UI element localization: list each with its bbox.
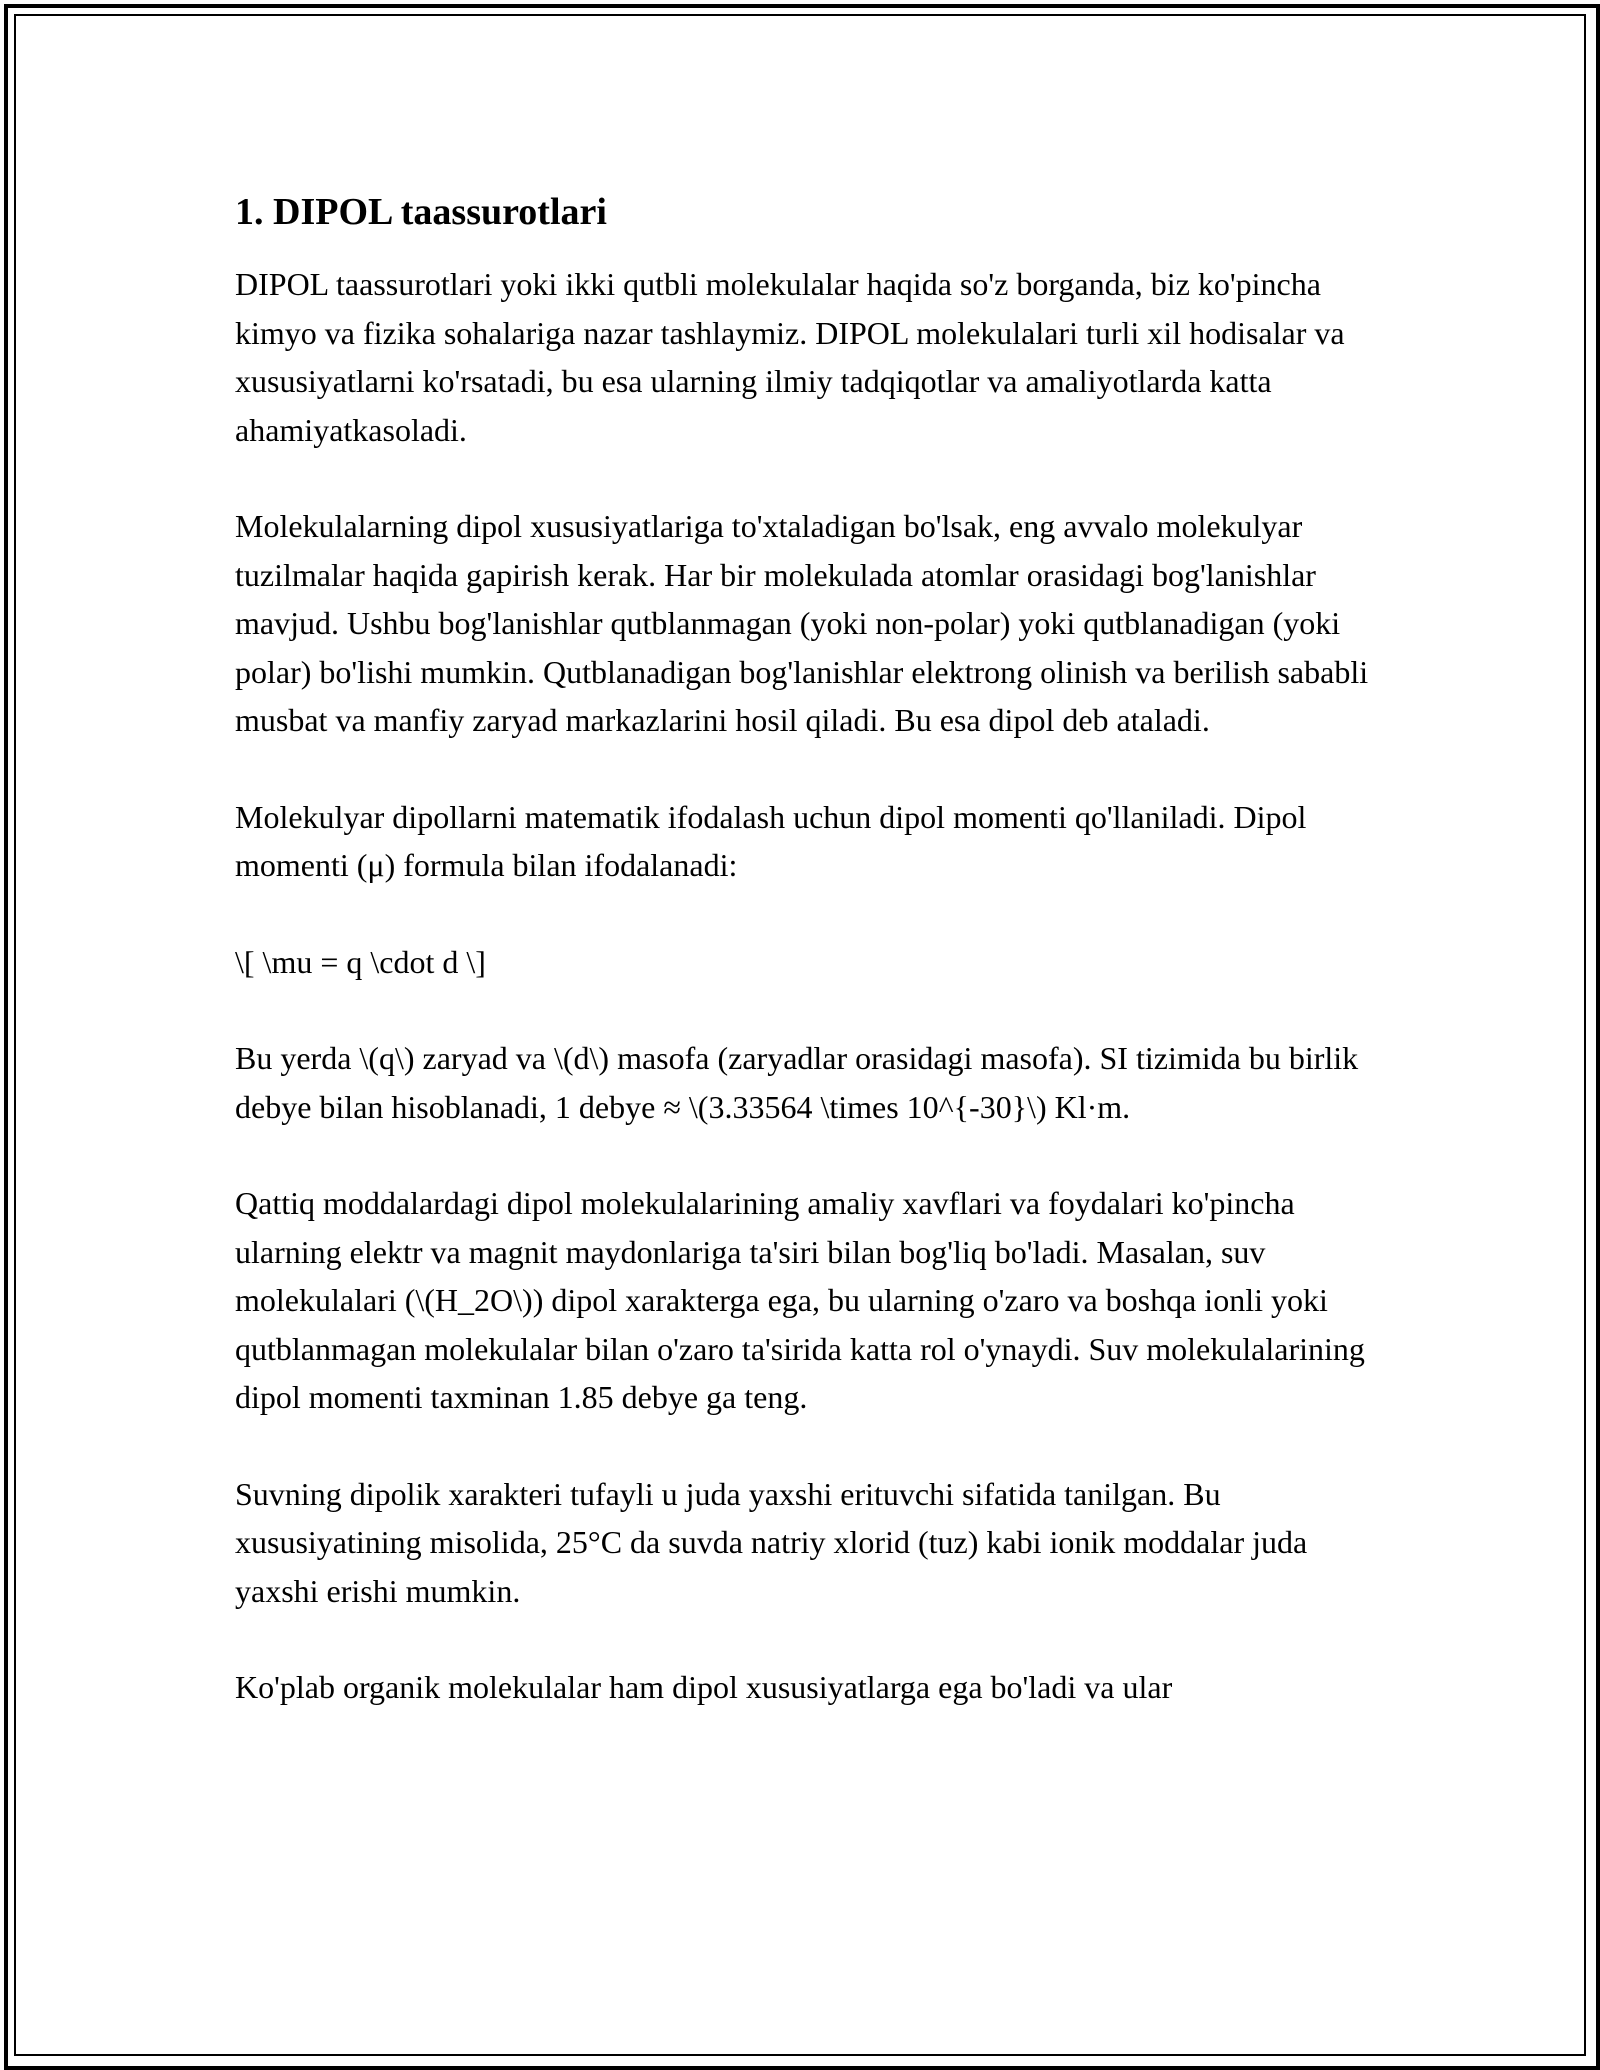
paragraph-molecular-structure: Molekulalarning dipol xususiyatlariga to'xtaladigan bo'lsak, eng avvalo molekulyar tuzilmalar haqida gapirish kerak. Har bir molekulada atomlar orasidagi bog'lanishlar mavjud. Ushbu bog'lanishlar qutblanmagan (yoki non-polar) yoki qutblanadigan (yoki polar) bo'lishi mumkin. Qutblanadigan bog'lanishlar elektrong olinish va berilish sababli musbat va manfiy zaryad markazlarini hosil qiladi. Bu esa dipol deb ataladi. — [235, 508, 1369, 738]
paragraph-units: Bu yerda \(q\) zaryad va \(d\) masofa (zaryadlar orasidagi masofa). SI tizimida bu birlik debye bilan hisoblanadi, 1 debye ≈ \(3.33564 \times 10^{-30}\) Kl·m. — [235, 1040, 1359, 1125]
section-heading: 1. DIPOL taassurotlari — [235, 191, 607, 233]
document-body — [235, 188, 1375, 1760]
paragraph-organic: Ko'plab organik molekulalar ham dipol xususiyatlarga ega bo'ladi va ular — [235, 1669, 1173, 1705]
paragraph-water: Qattiq moddalardagi dipol molekulalarining amaliy xavflari va foydalari ko'pincha ularning elektr va magnit maydonlariga ta'siri bilan bog'liq bo'ladi. Masalan, suv molekulalari (\(H_2O\)) dipol xarakterga ega, bu ularning o'zaro va boshqa ionli yoki qutblanmagan molekulalar bilan o'zaro ta'sirida katta rol o'ynaydi. Suv molekulalarining dipol momenti taxminan 1.85 debye ga teng. — [235, 1185, 1365, 1415]
paragraph-intro: DIPOL taassurotlari yoki ikki qutbli molekulalar haqida so'z borganda, biz ko'pincha kimyo va fizika sohalariga nazar tashlaymiz. DIPOL molekulalari turli xil hodisalar va xususiyatlarni ko'rsatadi, bu esa ularning ilmiy tadqiqotlar va amaliyotlarda katta ahamiyatkasoladi. — [235, 266, 1345, 448]
formula-line: \[ \mu = q \cdot d \] — [235, 943, 486, 980]
paragraph-solvent: Suvning dipolik xarakteri tufayli u juda yaxshi erituvchi sifatida tanilgan. Bu xususiyatining misolida, 25°C da suvda natriy xlorid (tuz) kabi ionik moddalar juda yaxshi erishi mumkin. — [235, 1475, 1308, 1609]
paragraph-dipole-moment: Molekulyar dipollarni matematik ifodalash uchun dipol momenti qo'llaniladi. Dipol momenti (μ) formula bilan ifodalanadi: — [235, 798, 1307, 883]
